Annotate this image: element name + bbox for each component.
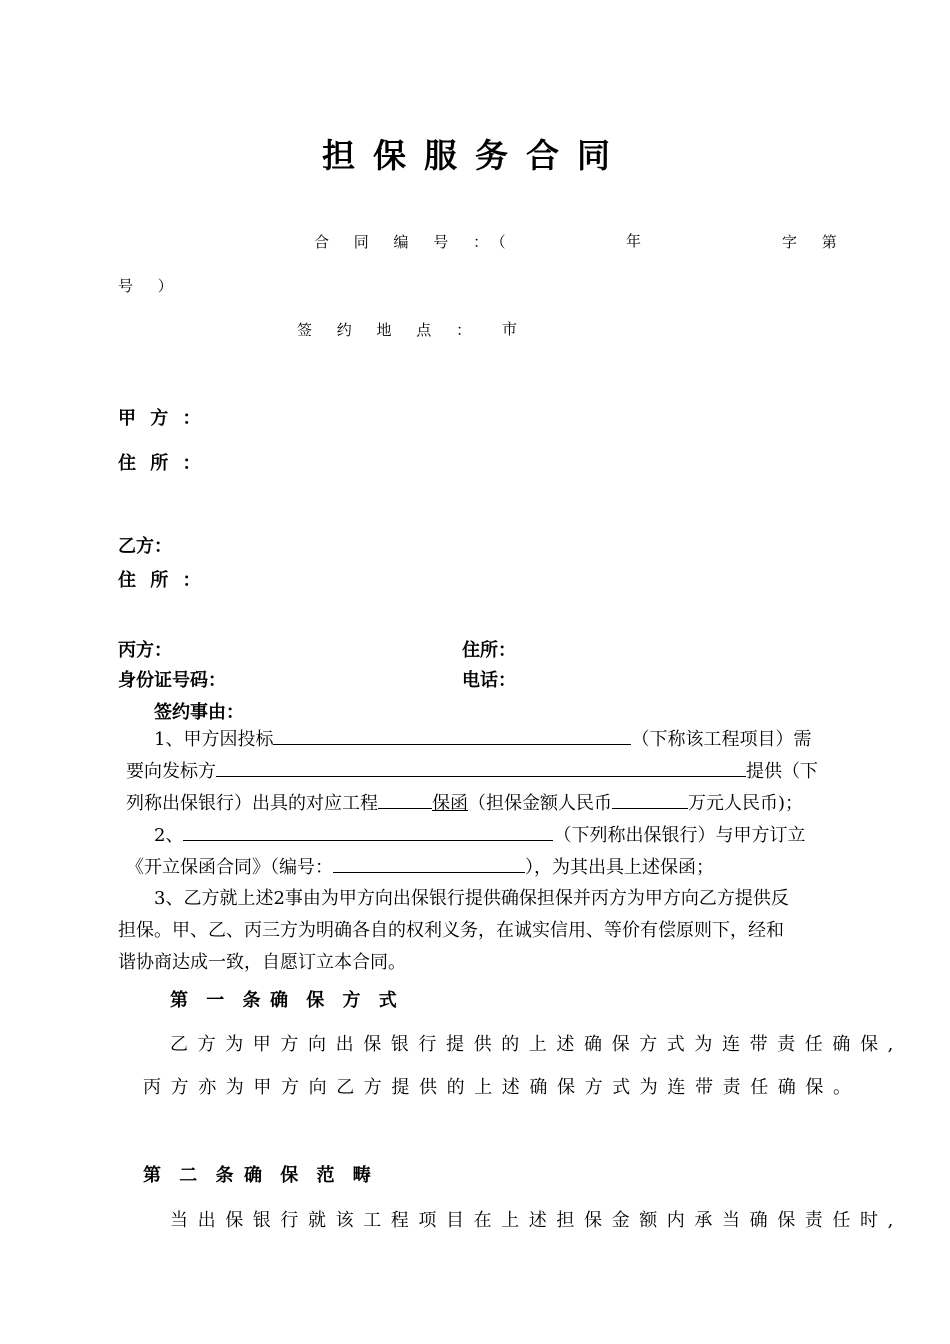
clause-1-start: 1、甲方因投标 — [154, 729, 274, 750]
clause-1-line-2-start: 要向发标方 — [126, 761, 216, 782]
article-2-line-1: 当出保银行就该工程项目在上述担保金额内承当确保责任时, — [170, 1210, 903, 1231]
clause-1-line-1 — [154, 724, 811, 755]
party-c-id-label: 身份证号码： — [118, 670, 226, 691]
clause-3-line-3: 谐协商达成一致，自愿订立本合同。 — [118, 952, 406, 973]
blank-bank-name — [183, 820, 553, 841]
clause-2-start: 2、 — [154, 825, 184, 846]
clause-2-line-2-start: 《开立保函合同》（编号： — [126, 857, 333, 878]
party-c-label: 丙方： — [118, 640, 172, 661]
reason-title: 签约事由： — [154, 702, 244, 723]
party-a-label: 甲 方 ： — [118, 408, 205, 429]
clause-1-line-3-mid: （担保金额人民币 — [468, 793, 612, 814]
article-1-line-1: 乙方为甲方向出保银行提供的上述确保方式为连带责任确保, — [170, 1034, 903, 1055]
party-a-address-label: 住 所 ： — [118, 453, 205, 474]
article-1-title: 确 保 方 式 — [270, 990, 403, 1011]
blank-amount — [612, 788, 688, 809]
contract-no-label: 合 同 编 号 ：（ — [314, 233, 516, 251]
clause-3-line-2: 担保。甲、乙、丙三方为明确各自的权利义务，在诚实信用、等价有偿原则下，经和 — [118, 920, 784, 941]
clause-1-line-3-end: 万元人民币)； — [688, 793, 804, 814]
clause-1-line-2 — [126, 756, 818, 787]
clause-1-line-3 — [126, 788, 803, 819]
clause-1-line-3-start: 列称出保银行）出具的对应工程 — [126, 793, 378, 814]
clause-3-line-1: 3、乙方就上述2事由为甲方向出保银行提供确保担保并丙方为甲方向乙方提供反 — [154, 888, 789, 909]
clause-2-line-1 — [154, 820, 805, 851]
article-1-heading: 第 一 条 — [170, 990, 267, 1011]
party-c-address-label: 住所： — [462, 640, 516, 661]
blank-contract-no — [333, 852, 525, 873]
clause-1-line-2-end: 提供（下 — [746, 761, 818, 782]
sign-place-city: 市 — [502, 320, 518, 338]
article-1-line-2: 丙方亦为甲方向乙方提供的上述确保方式为连带责任确保。 — [143, 1077, 861, 1098]
clause-2-line-2 — [126, 852, 714, 883]
contract-no-hao: 号 ） — [118, 277, 183, 295]
clause-2-end: （下列称出保银行）与甲方订立 — [553, 825, 806, 846]
contract-no-year: 年 — [626, 232, 642, 250]
blank-tender-party — [216, 756, 746, 777]
blank-project-type — [378, 788, 432, 809]
party-b-label: 乙方： — [118, 536, 172, 557]
party-c-phone-label: 电话： — [462, 670, 516, 691]
article-2-heading: 第 二 条 — [143, 1165, 240, 1186]
party-b-address-label: 住 所 ： — [118, 570, 205, 591]
article-2-title: 确 保 范 畴 — [244, 1165, 377, 1186]
document-title: 担保服务合同 — [322, 136, 628, 175]
sign-place-label: 签 约 地 点 ： — [297, 321, 482, 339]
contract-no-char: 字 第 — [782, 233, 847, 251]
clause-1-guarantee-word: 保函 — [432, 793, 468, 814]
blank-project-name — [273, 724, 631, 745]
clause-2-line-2-end: ），为其出具上述保函； — [525, 857, 714, 878]
clause-1-end: （下称该工程项目）需 — [631, 729, 812, 750]
